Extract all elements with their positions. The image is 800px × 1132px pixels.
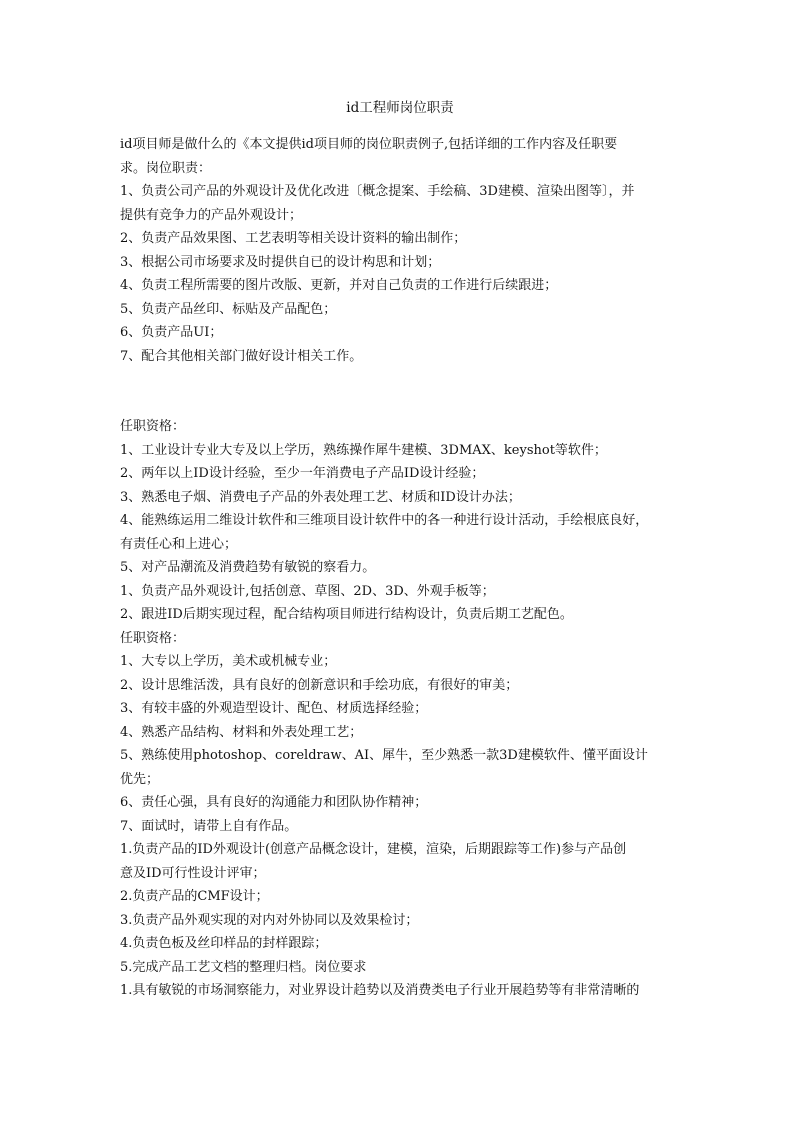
text-line: 2.负责产品的CMF设计；: [120, 889, 269, 904]
text-line: 6、责任心强，具有良好的沟通能力和团队协作精神；: [120, 795, 428, 810]
text-line: 2、跟进ID后期实现过程，配合结构项目师进行结构设计，负责后期工艺配色。: [120, 607, 573, 622]
text-line: 4、熟悉产品结构、材料和外表处理工艺；: [120, 724, 363, 740]
section-spacer: [120, 368, 682, 415]
text-line: 4、负责工程所需要的图片改版、更新，并对自己负责的工作进行后续跟进；: [120, 278, 558, 293]
responsibilities-section: [120, 133, 682, 368]
text-line: 3、有较丰盛的外观造型设计、配色、材质选择经验；: [120, 701, 428, 716]
text-line: 优先；: [120, 771, 160, 787]
text-line: 1、大专以上学历，美术或机械专业；: [120, 654, 337, 669]
text-line: 5、负责产品丝印、标贴及产品配色；: [120, 301, 337, 317]
text-line: 4、能熟练运用二维设计软件和三维项目设计软件中的各一种进行设计活动，手绘根底良好，: [120, 513, 649, 528]
text-line: 1、工业设计专业大专及以上学历，熟练操作犀牛建模、3DMAX、keyshot等软件；: [120, 442, 607, 458]
text-line: 意及ID可行性设计评审；: [120, 865, 266, 881]
text-line: 5、熟练使用photoshop、coreldraw、AI、犀牛，至少熟悉一款3D建模软件、懂平面设计: [120, 748, 648, 763]
text-line: 6、负责产品UI；: [120, 325, 223, 340]
text-line: 1.负责产品的ID外观设计(创意产品概念设计，建模，渲染，后期跟踪等工作)参与产品创: [120, 842, 627, 857]
text-line: 任职资格：: [120, 630, 186, 646]
text-line: 5.完成产品工艺文档的整理归档。岗位要求: [120, 959, 367, 975]
text-line: 有责任心和上进心；: [120, 536, 238, 552]
text-line: 4.负责色板及丝印样品的封样跟踪；: [120, 936, 328, 951]
document-body: [120, 133, 682, 1003]
text-line: 2、负责产品效果图、工艺表明等相关设计资料的输出制作；: [120, 231, 467, 246]
text-line: 7、配合其他相关部门做好设计相关工作。: [120, 348, 363, 364]
text-line: 3、根据公司市场要求及时提供自已的设计构思和计划；: [120, 254, 441, 270]
text-line: 求。岗位职责：: [120, 160, 212, 176]
text-line: 2、设计思维活泼，具有良好的创新意识和手绘功底，有很好的审美；: [120, 677, 519, 693]
text-line: 提供有竞争力的产品外观设计；: [120, 207, 303, 223]
text-line: 1、负责产品外观设计,包括创意、草图、2D、3D、外观手板等；: [120, 583, 495, 599]
text-line: 5、对产品潮流及消费趋势有敏锐的察看力。: [120, 560, 376, 575]
text-line: 1、负责公司产品的外观设计及优化改进〔概念提案、手绘稿、3D建模、渲染出图等〕，并: [120, 184, 635, 199]
text-line: 7、面试时，请带上自有作品。: [120, 818, 298, 834]
qualifications-section: [120, 415, 682, 1003]
text-line: 3.负责产品外观实现的对内对外协同以及效果检讨；: [120, 912, 419, 928]
document-title: id工程师岗位职责: [346, 100, 454, 116]
text-line: 3、熟悉电子烟、消费电子产品的外表处理工艺、材质和ID设计办法；: [120, 489, 521, 505]
text-line: id项目师是做什么的《本文提供id项目师的岗位职责例子,包括详细的工作内容及任职要: [120, 137, 618, 152]
text-line: 任职资格：: [120, 419, 186, 434]
text-line: 2、两年以上ID设计经验，至少一年消费电子产品ID设计经验；: [120, 466, 485, 481]
text-line: 1.具有敏锐的市场洞察能力，对业界设计趋势以及消费类电子行业开展趋势等有非常清晰的: [120, 983, 640, 998]
